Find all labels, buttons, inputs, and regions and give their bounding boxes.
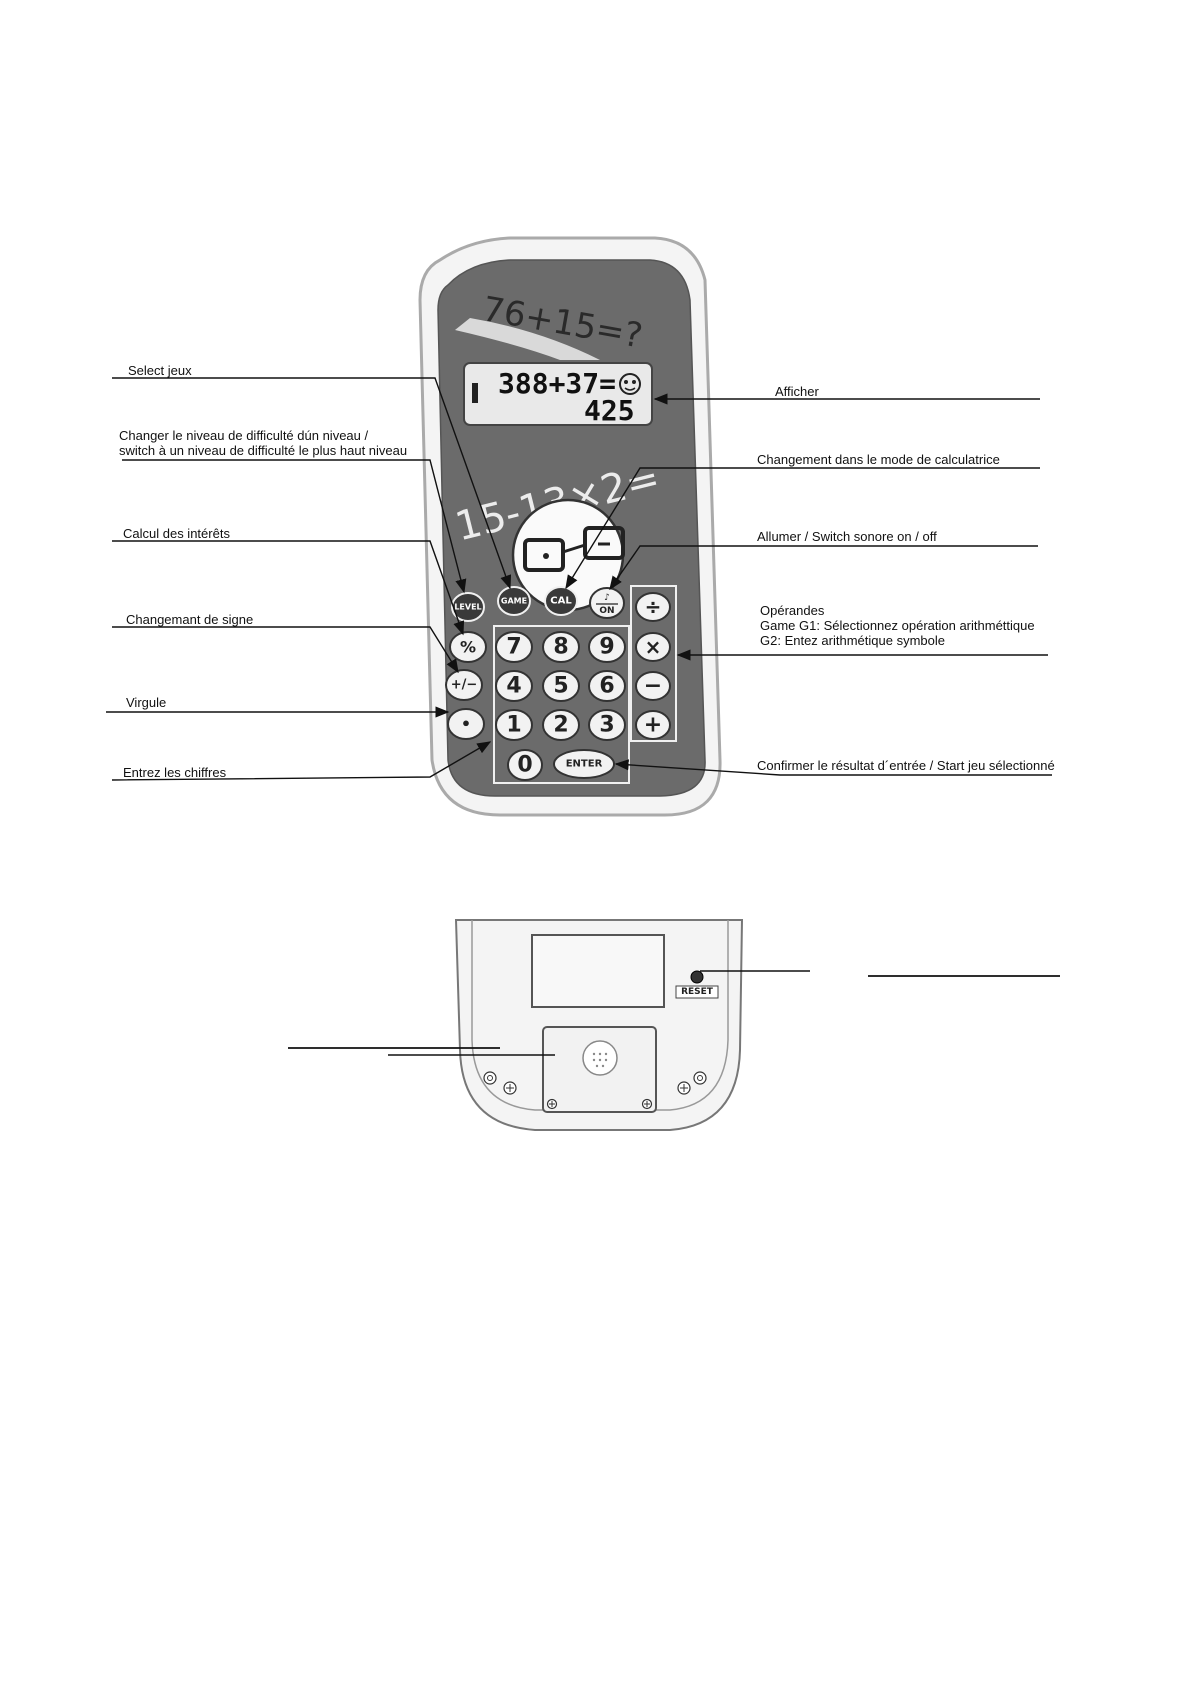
enter-button-label: ENTER	[565, 758, 603, 770]
label-select-jeux: Select jeux	[128, 363, 192, 378]
leader-changement-signe	[112, 627, 458, 672]
minus-button-label: −	[643, 673, 663, 699]
key-8-label: 8	[553, 634, 569, 660]
label-confirmer: Confirmer le résultat d´entrée / Start jeu sélectionné	[757, 758, 1055, 773]
divide-button-label: ÷	[644, 595, 662, 619]
cal-button-label: CAL	[550, 595, 572, 607]
key-8[interactable]	[543, 632, 579, 662]
label-virgule: Virgule	[126, 695, 167, 710]
cal-button[interactable]	[545, 587, 577, 615]
lcd-line2: 425	[584, 394, 635, 427]
level-button-label: LEVEL	[454, 602, 482, 612]
key-6[interactable]	[589, 671, 625, 701]
key-3[interactable]	[589, 710, 625, 740]
key-5-label: 5	[553, 673, 569, 699]
sign-button[interactable]	[446, 670, 482, 700]
on-button[interactable]	[590, 588, 624, 618]
key-3-label: 3	[599, 712, 615, 738]
lcd-level-indicator	[472, 383, 478, 403]
dot-button[interactable]	[448, 709, 484, 739]
key-7[interactable]	[496, 632, 532, 662]
sign-button-label: +/−	[450, 677, 478, 693]
key-1-label: 1	[506, 712, 522, 738]
multiply-button-label: ×	[644, 635, 662, 659]
key-0-label: 0	[517, 752, 533, 778]
leader-calcul-interets	[112, 541, 463, 634]
screw-icon	[643, 1100, 652, 1109]
screw-icon	[694, 1072, 706, 1084]
enter-button[interactable]	[554, 750, 614, 778]
divide-button[interactable]	[636, 593, 670, 621]
screw-icon	[504, 1082, 516, 1094]
lcd-line1: 388+37=	[498, 367, 617, 400]
key-9[interactable]	[589, 632, 625, 662]
key-1[interactable]	[496, 710, 532, 740]
reset-label: RESET	[681, 987, 713, 997]
multiply-button[interactable]	[636, 633, 670, 661]
leader-changer-niveau	[122, 460, 464, 592]
game-button[interactable]	[498, 587, 530, 615]
label-mode-calculatrice: Changement dans le mode de calculatrice	[757, 452, 1000, 467]
label-calcul-interets: Calcul des intérêts	[123, 526, 230, 541]
key-2-label: 2	[553, 712, 569, 738]
calculator-back	[456, 920, 742, 1130]
screw-icon	[548, 1100, 557, 1109]
label-changement-signe: Changemant de signe	[126, 612, 254, 627]
label-allumer: Allumer / Switch sonore on / off	[757, 529, 937, 544]
back-label-panel	[532, 935, 664, 1007]
on-button-label: ON	[599, 606, 615, 616]
percent-button-label: %	[459, 637, 477, 657]
dot-button-label: •	[460, 714, 472, 734]
calculator-front	[420, 238, 720, 815]
note-icon: ♪	[604, 593, 610, 603]
label-afficher: Afficher	[775, 384, 819, 399]
key-9-label: 9	[599, 634, 615, 660]
key-6-label: 6	[599, 673, 615, 699]
plus-button-label: +	[643, 712, 663, 738]
label-operandes: Opérandes Game G1: Sélectionnez opération arithméttique G2: Entez arithmétique symbole	[760, 603, 1035, 648]
label-entrez-chiffres: Entrez les chiffres	[123, 765, 227, 780]
game-button-label: GAME	[500, 596, 528, 606]
percent-button[interactable]	[450, 632, 486, 662]
plus-button[interactable]	[636, 711, 670, 739]
minus-button[interactable]	[636, 672, 670, 700]
key-4-label: 4	[506, 673, 522, 699]
key-5[interactable]	[543, 671, 579, 701]
key-2[interactable]	[543, 710, 579, 740]
key-7-label: 7	[506, 634, 522, 660]
key-4[interactable]	[496, 671, 532, 701]
speaker-grille-icon	[583, 1041, 617, 1075]
screw-icon	[678, 1082, 690, 1094]
label-changer-niveau: Changer le niveau de difficulté dún niveau / switch à un niveau de difficulté le plus haut niveau	[119, 428, 408, 458]
key-0[interactable]	[508, 750, 542, 780]
decor-top-formula: 76+15=?	[479, 289, 646, 357]
screw-icon	[484, 1072, 496, 1084]
